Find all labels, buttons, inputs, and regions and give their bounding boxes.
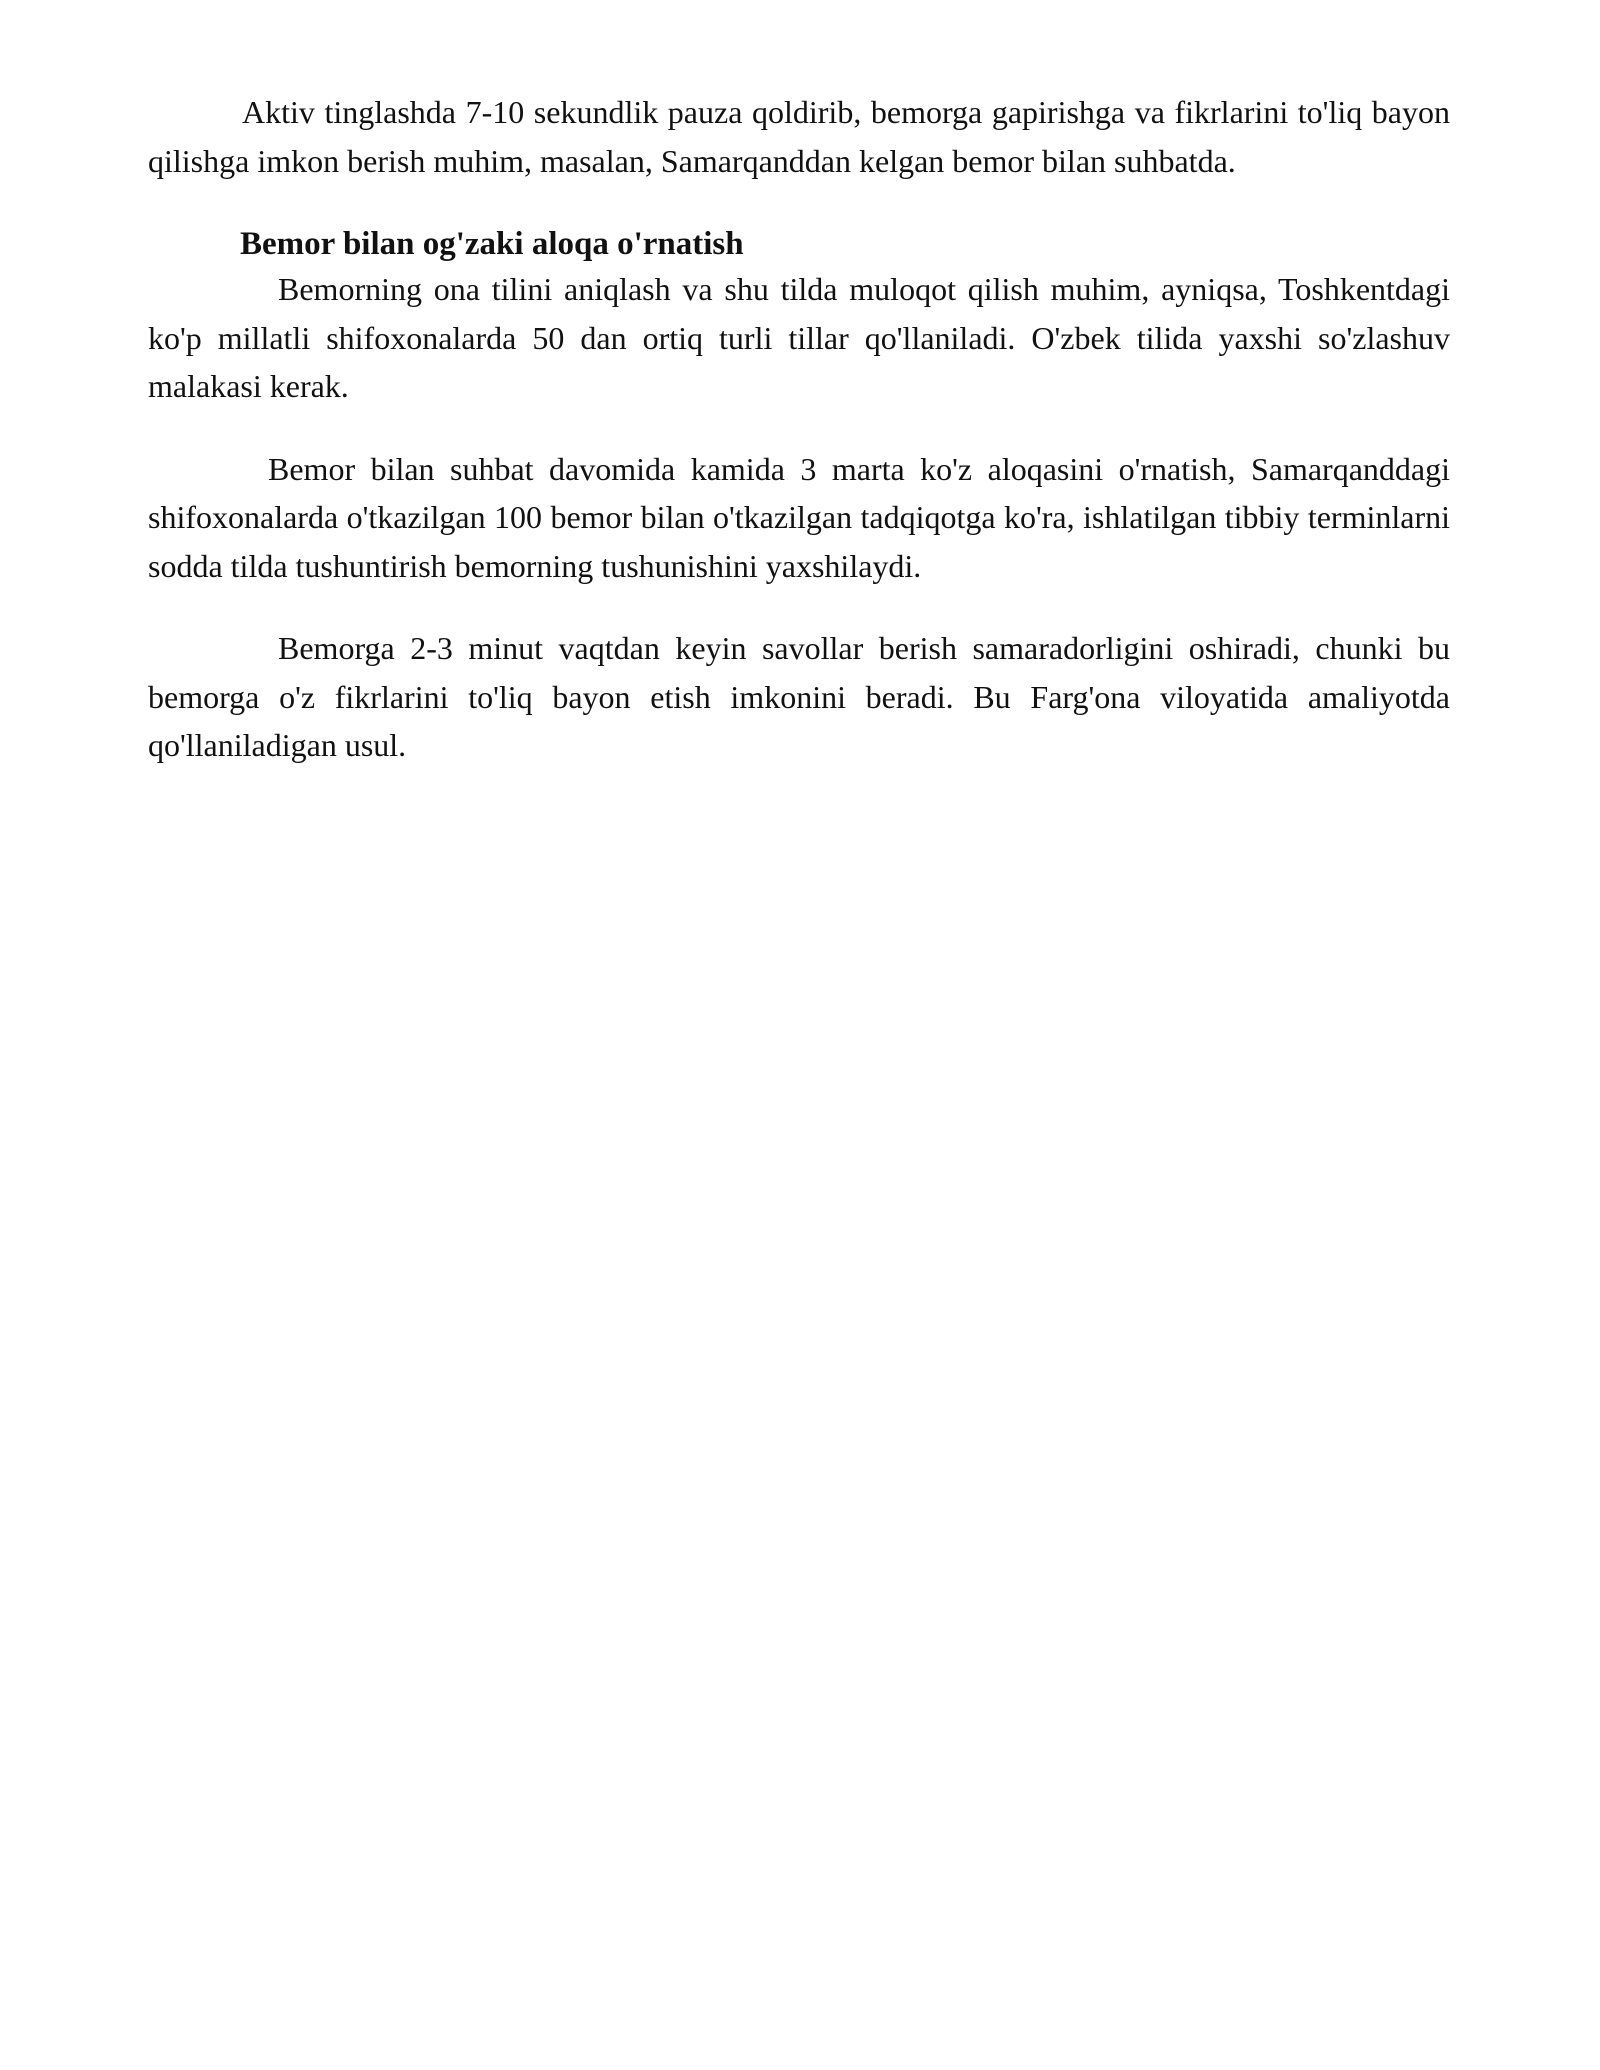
paragraph-native-language: Bemorning ona tilini aniqlash va shu tilda muloqot qilish muhim, ayniqsa, Toshkentdagi ko'p millatli shifoxonalarda 50 dan ortiq turli tillar qo'llaniladi. O'zbek tilida yaxshi so'zlashuv malakasi kerak.: [148, 271, 1450, 404]
paragraph-questions-timing: Bemorga 2-3 minut vaqtdan keyin savollar berish samaradorligini oshiradi, chunki bu bemorga o'z fikrlarini to'liq bayon etish imkonini beradi. Bu Farg'ona viloyatida amaliyotda qo'llaniladigan usul.: [148, 630, 1450, 763]
document-body: [148, 88, 1450, 770]
paragraph-active-listening: Aktiv tinglashda 7-10 sekundlik pauza qoldirib, bemorga gapirishga va fikrlarini to'liq bayon qilishga imkon berish muhim, masalan, Samarqanddan kelgan bemor bilan suhbatda.: [148, 94, 1450, 179]
paragraph-eye-contact: Bemor bilan suhbat davomida kamida 3 marta ko'z aloqasini o'rnatish, Samarqanddagi shifoxonalarda o'tkazilgan 100 bemor bilan o'tkazilgan tadqiqotga ko'ra, ishlatilgan tibbiy terminlarni sodda tilda tushuntirish bemorning tushunishini yaxshilaydi.: [148, 450, 1450, 584]
section-heading: Bemor bilan og'zaki aloqa o'rnatish: [240, 226, 744, 262]
